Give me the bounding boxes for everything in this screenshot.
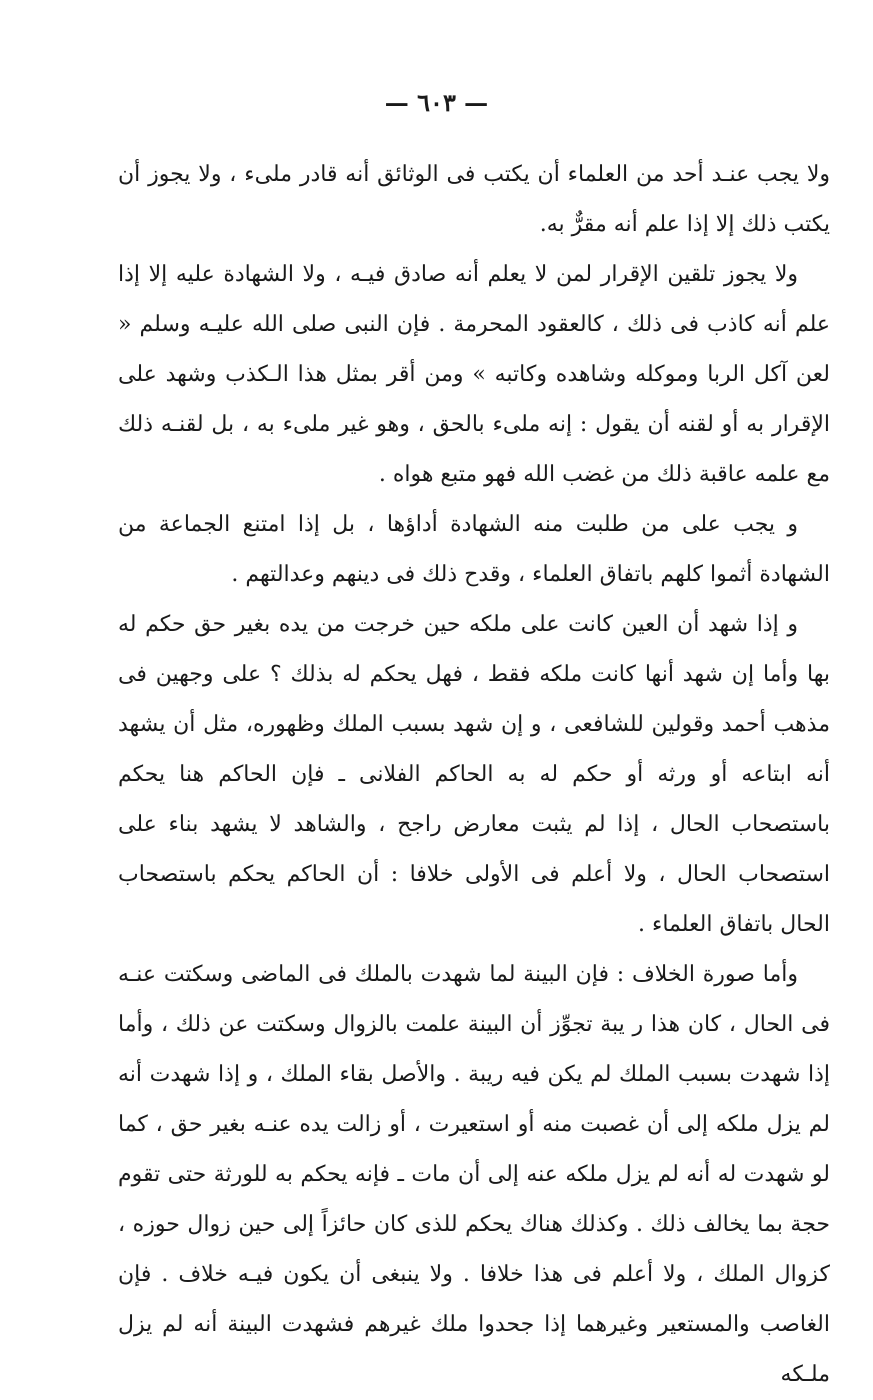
paragraph-2: ولا يجوز تلقين الإقرار لمن لا يعلم أنه صادق فيـه ، ولا الشهادة عليه إلا إذا علم أنه كاذب فى ذلك ، كالعقود المحرمة . فإن النبى صلى الله عليـه وسلم « لعن آكل الربا وموكله وشاهده وكاتبه » ومن أقر بمثل هذا الـكذب وشهد على الإقرار به أو لقنه أن يقول : إنه ملىء بالحق ، وهو غير ملىء به ، بل لقنـه ذلك مع علمه عاقبة ذلك من غضب الله فهو متبع هواه . — [118, 262, 830, 487]
paragraph-1: ولا يجب عنـد أحد من العلماء أن يكتب فى الوثائق أنه قادر ملىء ، ولا يجوز أن يكتب ذلك إلا إذا علم أنه مقرٌّ به. — [118, 162, 830, 237]
paragraph-4: و إذا شهد أن العين كانت على ملكه حين خرجت من يده بغير حق حكم له بها وأما إن شهد أنها كانت ملكه فقط ، فهل يحكم له بذلك ؟ على وجهين فى مذهب أحمد وقولين للشافعى ، و إن شهد بسبب الملك وظهوره، مثل أن يشهد أنه ابتاعه أو ورثه أو حكم له به الحاكم الفلانى ـ فإن الحاكم هنا يحكم باستصحاب الحال ، إذا لم يثبت معارض راجح ، والشاهد لا يشهد بناء على استصحاب الحال ، ولا أعلم فى الأولى خلافا : أن الحاكم يحكم باستصحاب الحال باتفاق العلماء . — [118, 612, 830, 937]
paragraph-3: و يجب على من طلبت منه الشهادة أداؤها ، بل إذا امتنع الجماعة من الشهادة أثموا كلهم باتفاق العلماء ، وقدح ذلك فى دينهم وعدالتهم . — [118, 512, 830, 587]
body-text — [118, 150, 830, 1400]
paragraph-5: وأما صورة الخلاف : فإن البينة لما شهدت بالملك فى الماضى وسكتت عنـه فى الحال ، كان هذا ر يبة تجوِّز أن البينة علمت بالزوال وسكتت عن ذلك ، وأما إذا شهدت بسبب الملك لم يكن فيه ريبة . والأصل بقاء الملك ، و إذا شهدت أنه لم يزل ملكه إلى أن غصبت منه أو استعيرت ، أو زالت يده عنـه بغير حق ، كما لو شهدت له أنه لم يزل ملكه عنه إلى أن مات ـ فإنه يحكم به للورثة حتى تقوم حجة بما يخالف ذلك . وكذلك هناك يحكم للذى كان حائزاً إلى حين زوال حوزه ، كزوال الملك ، ولا أعلم فى هذا خلافا . ولا ينبغى أن يكون فيـه خلاف . فإن الغاصب والمستعير وغيرهما إذا جحدوا ملك غيرهم فشهدت البينة أنه لم يزل ملـكه — [118, 962, 830, 1387]
page-number: — ٦٠٣ — — [384, 88, 489, 117]
